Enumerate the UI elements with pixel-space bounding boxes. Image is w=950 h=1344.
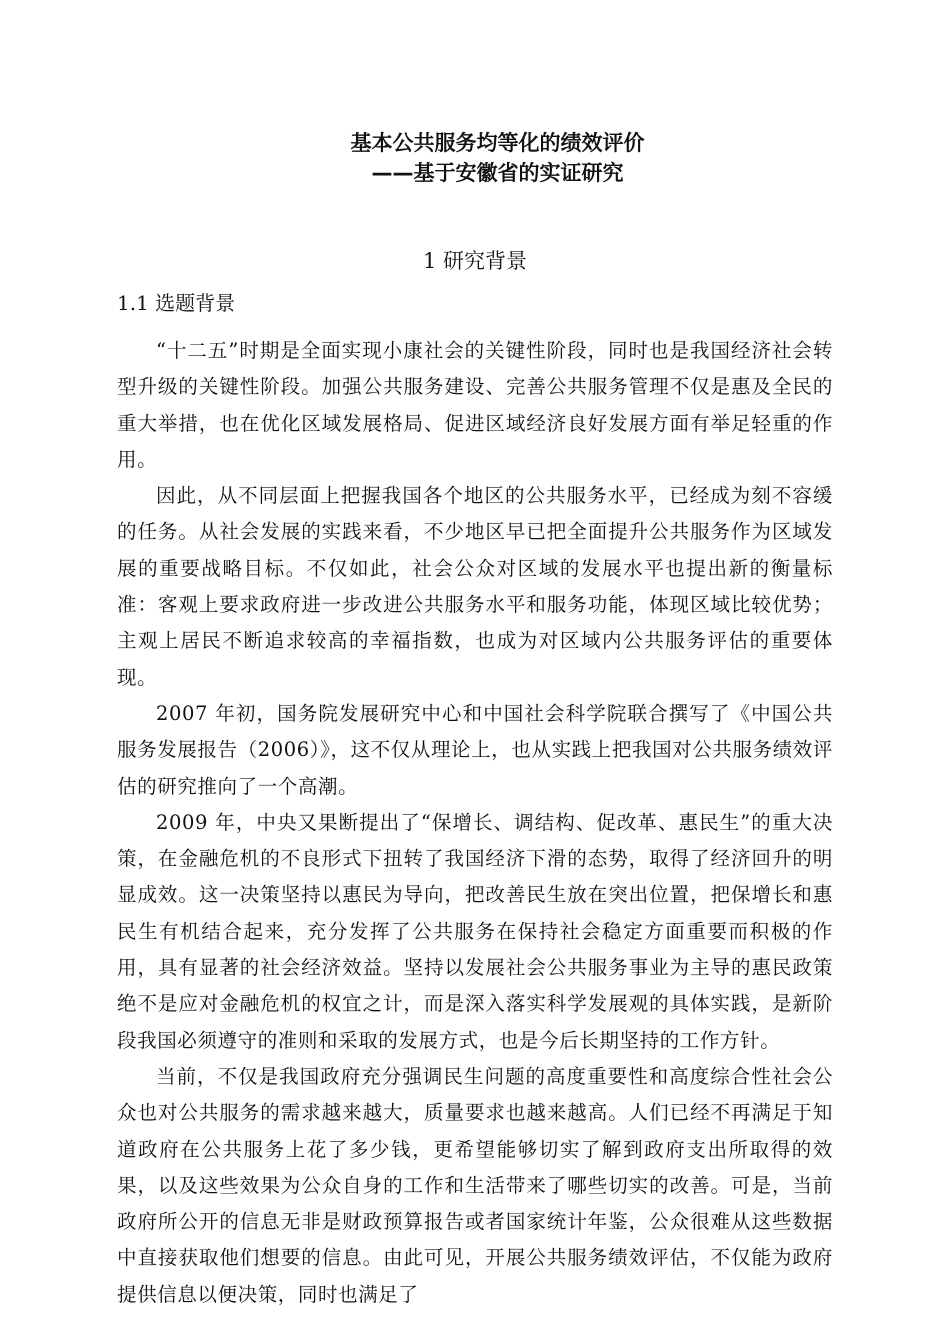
section-heading: 1 研究背景 (422, 249, 528, 273)
paragraph: 2007 年初，国务院发展研究中心和中国社会科学院联合撰写了《中国公共服务发展报告（2006）》，这不仅从理论上，也从实践上把我国对公共服务绩效评估的研究推向了一个高潮。 (117, 701, 833, 798)
paragraph: “十二五”时期是全面实现小康社会的关键性阶段，同时也是我国经济社会转型升级的关键性阶段。加强公共服务建设、完善公共服务管理不仅是惠及全民的重大举措，也在优化区域发展格局、促进区域经济良好发展方面有举足轻重的作用。 (117, 339, 833, 471)
title-block (0, 128, 950, 188)
document-subtitle: ——基于安徽省的实证研究 (371, 161, 624, 185)
paragraph: 因此，从不同层面上把握我国各个地区的公共服务水平，已经成为刻不容缓的任务。从社会发展的实践来看，不少地区早已把全面提升公共服务作为区域发展的重要战略目标。不仅如此，社会公众对区域的发展水平也提出新的衡量标准：客观上要求政府进一步改进公共服务水平和服务功能，体现区域比较优势；主观上居民不断追求较高的幸福指数，也成为对区域内公共服务评估的重要体现。 (117, 484, 833, 689)
paragraph: 当前，不仅是我国政府充分强调民生问题的高度重要性和高度综合性社会公众也对公共服务的需求越来越大，质量要求也越来越高。人们已经不再满足于知道政府在公共服务上花了多少钱，更希望能够切实了解到政府支出所取得的效果，以及这些效果为公众自身的工作和生活带来了哪些切实的改善。可是，当前政府所公开的信息无非是财政预算报告或者国家统计年鉴，公众很难从这些数据中直接获取他们想要的信息。由此可见，开展公共服务绩效评估，不仅能为政府提供信息以便决策，同时也满足了 (117, 1064, 833, 1306)
paragraph: 2009 年，中央又果断提出了“保增长、调结构、促改革、惠民生”的重大决策，在金融危机的不良形式下扭转了我国经济下滑的态势，取得了经济回升的明显成效。这一决策坚持以惠民为导向，把改善民生放在突出位置，把保增长和惠民生有机结合起来，充分发挥了公共服务在保持社会稳定方面重要而积极的作用，具有显著的社会经济效益。坚持以发展社会公共服务事业为主导的惠民政策绝不是应对金融危机的权宜之计，而是深入落实科学发展观的具体实践，是新阶段我国必须遵守的准则和采取的发展方式，也是今后长期坚持的工作方针。 (117, 810, 833, 1052)
body-text (117, 333, 833, 1313)
subsection-heading: 1.1 选题背景 (117, 291, 236, 315)
document-title: 基本公共服务均等化的绩效评价 (350, 131, 645, 155)
